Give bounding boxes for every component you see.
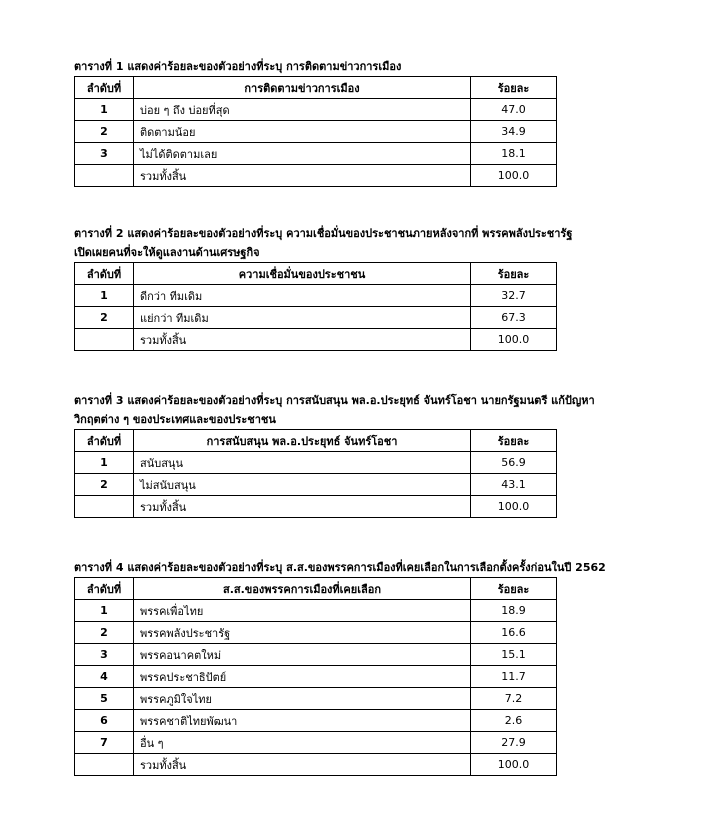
cell-rank (75, 165, 134, 187)
table-3-section (74, 394, 688, 518)
cell-label: รวมทั้งสิ้น (134, 754, 471, 776)
table-2-caption (74, 227, 688, 260)
cell-rank: 5 (75, 688, 134, 710)
cell-rank: 3 (75, 644, 134, 666)
table-1-section (74, 60, 688, 187)
table-1-caption-line: ตารางที่ 1 แสดงค่าร้อยละของตัวอย่างที่ระบุ การติดตามข่าวการเมือง (74, 60, 402, 73)
cell-value: 32.7 (471, 285, 557, 307)
cell-label: ดีกว่า ทีมเดิม (134, 285, 471, 307)
header-item: การติดตามข่าวการเมือง (134, 77, 471, 99)
cell-value: 100.0 (471, 165, 557, 187)
table-row (75, 644, 557, 666)
table-row (75, 666, 557, 688)
header-percent: ร้อยละ (471, 578, 557, 600)
cell-label: แย่กว่า ทีมเดิม (134, 307, 471, 329)
table-row (75, 600, 557, 622)
cell-label: พรรคชาติไทยพัฒนา (134, 710, 471, 732)
cell-value: 100.0 (471, 496, 557, 518)
header-item: ความเชื่อมั่นของประชาชน (134, 263, 471, 285)
cell-label: พรรคภูมิใจไทย (134, 688, 471, 710)
table-3-caption-line: ตารางที่ 3 แสดงค่าร้อยละของตัวอย่างที่ระบุ การสนับสนุน พล.อ.ประยุทธ์ จันทร์โอชา นายกรัฐมนตรี แก้ปัญหา (74, 394, 595, 407)
cell-rank (75, 754, 134, 776)
cell-value: 18.1 (471, 143, 557, 165)
cell-rank (75, 329, 134, 351)
table-row (75, 285, 557, 307)
cell-rank: 1 (75, 285, 134, 307)
table-4-caption (74, 561, 688, 575)
cell-rank: 1 (75, 452, 134, 474)
cell-rank: 3 (75, 143, 134, 165)
cell-rank: 6 (75, 710, 134, 732)
cell-value: 56.9 (471, 452, 557, 474)
header-percent: ร้อยละ (471, 77, 557, 99)
cell-label: รวมทั้งสิ้น (134, 165, 471, 187)
table-row (75, 143, 557, 165)
cell-label: พรรคเพื่อไทย (134, 600, 471, 622)
cell-label: สนับสนุน (134, 452, 471, 474)
cell-value: 43.1 (471, 474, 557, 496)
table-2-caption-line: เปิดเผยคนที่จะให้ดูแลงานด้านเศรษฐกิจ (74, 246, 260, 259)
cell-value: 47.0 (471, 99, 557, 121)
cell-value: 16.6 (471, 622, 557, 644)
table-2-section (74, 227, 688, 351)
cell-rank: 1 (75, 99, 134, 121)
cell-rank: 1 (75, 600, 134, 622)
table-total-row (75, 754, 557, 776)
cell-value: 67.3 (471, 307, 557, 329)
cell-value: 15.1 (471, 644, 557, 666)
table-row (75, 99, 557, 121)
header-rank: ลำดับที่ (75, 578, 134, 600)
table-3-caption-line: วิกฤตต่าง ๆ ของประเทศและของประชาชน (74, 413, 276, 426)
cell-label: ติดตามน้อย (134, 121, 471, 143)
table-header-row (75, 263, 557, 285)
cell-value: 100.0 (471, 329, 557, 351)
table-row (75, 474, 557, 496)
table-3-caption (74, 394, 688, 427)
table-4-caption-line: ตารางที่ 4 แสดงค่าร้อยละของตัวอย่างที่ระบุ ส.ส.ของพรรคการเมืองที่เคยเลือกในการเลือกตั้งครั้งก่อนในปี 2562 (74, 561, 606, 574)
table-4 (74, 577, 557, 776)
table-total-row (75, 165, 557, 187)
cell-rank: 2 (75, 121, 134, 143)
cell-label: พรรคพลังประชารัฐ (134, 622, 471, 644)
table-row (75, 622, 557, 644)
cell-label: บ่อย ๆ ถึง บ่อยที่สุด (134, 99, 471, 121)
table-row (75, 710, 557, 732)
table-header-row (75, 578, 557, 600)
cell-value: 7.2 (471, 688, 557, 710)
header-rank: ลำดับที่ (75, 77, 134, 99)
header-percent: ร้อยละ (471, 430, 557, 452)
table-1-caption (74, 60, 688, 74)
cell-rank (75, 496, 134, 518)
cell-value: 11.7 (471, 666, 557, 688)
cell-value: 34.9 (471, 121, 557, 143)
table-3 (74, 429, 557, 518)
cell-label: อื่น ๆ (134, 732, 471, 754)
table-row (75, 307, 557, 329)
header-item: การสนับสนุน พล.อ.ประยุทธ์ จันทร์โอชา (134, 430, 471, 452)
header-percent: ร้อยละ (471, 263, 557, 285)
table-row (75, 121, 557, 143)
table-row (75, 688, 557, 710)
cell-rank: 4 (75, 666, 134, 688)
table-header-row (75, 430, 557, 452)
cell-value: 100.0 (471, 754, 557, 776)
table-2-caption-line: ตารางที่ 2 แสดงค่าร้อยละของตัวอย่างที่ระบุ ความเชื่อมั่นของประชาชนภายหลังจากที่ พรรคพลังประชารัฐ (74, 227, 573, 240)
cell-value: 27.9 (471, 732, 557, 754)
table-total-row (75, 329, 557, 351)
table-4-section (74, 561, 688, 776)
cell-label: พรรคประชาธิปัตย์ (134, 666, 471, 688)
cell-rank: 2 (75, 474, 134, 496)
header-rank: ลำดับที่ (75, 430, 134, 452)
cell-label: ไม่ได้ติดตามเลย (134, 143, 471, 165)
table-2 (74, 262, 557, 351)
cell-value: 2.6 (471, 710, 557, 732)
cell-rank: 7 (75, 732, 134, 754)
cell-label: รวมทั้งสิ้น (134, 329, 471, 351)
cell-value: 18.9 (471, 600, 557, 622)
table-row (75, 732, 557, 754)
table-total-row (75, 496, 557, 518)
header-rank: ลำดับที่ (75, 263, 134, 285)
header-item: ส.ส.ของพรรคการเมืองที่เคยเลือก (134, 578, 471, 600)
cell-label: พรรคอนาคตใหม่ (134, 644, 471, 666)
table-header-row (75, 77, 557, 99)
cell-rank: 2 (75, 622, 134, 644)
table-1 (74, 76, 557, 187)
cell-rank: 2 (75, 307, 134, 329)
table-row (75, 452, 557, 474)
cell-label: รวมทั้งสิ้น (134, 496, 471, 518)
cell-label: ไม่สนับสนุน (134, 474, 471, 496)
